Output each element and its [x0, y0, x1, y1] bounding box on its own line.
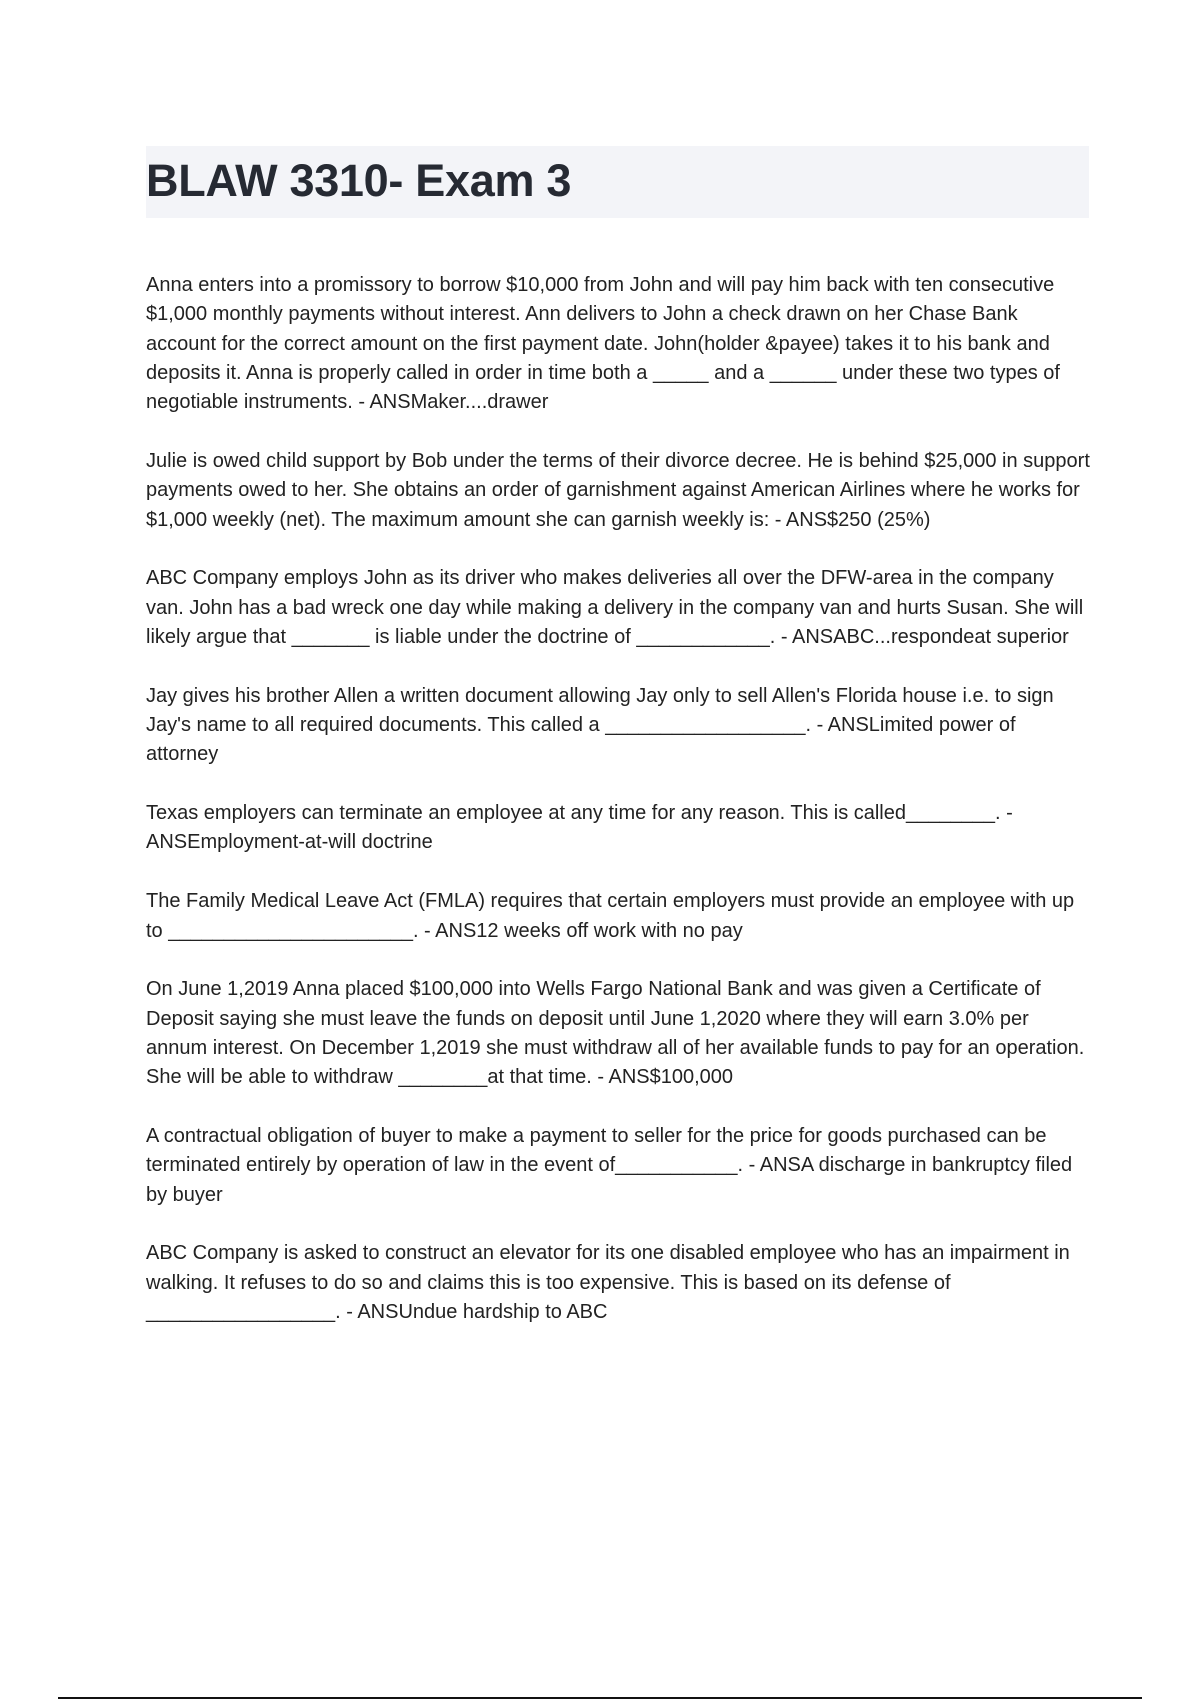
document-title: BLAW 3310- Exam 3 — [146, 155, 572, 206]
qa-item: Texas employers can terminate an employee at any time for any reason. This is called________. - ANSEmployment-at-will doctrine — [146, 802, 1013, 854]
qa-item: Anna enters into a promissory to borrow $10,000 from John and will pay him back with ten consecutive $1,000 monthly payments without interest. Ann delivers to John a check drawn on her Chase Bank account for the correct amount on the first payment date. John(holder &payee) takes it to his bank and deposits it. Anna is properly called in order in time both a _____ and a ______ under these two types of negotiable instruments. - ANSMaker....drawer — [146, 274, 1060, 414]
qa-item: ABC Company employs John as its driver who makes deliveries all over the DFW-area in the company van. John has a bad wreck one day while making a delivery in the company van and hurts Susan. She will likely argue that _______ is liable under the doctrine of ____________. - ANSABC...respondeat superior — [146, 567, 1084, 648]
qa-item: Julie is owed child support by Bob under the terms of their divorce decree. He is behind $25,000 in support payments owed to her. She obtains an order of garnishment against American Airlines where he works for $1,000 weekly (net). The maximum amount she can garnish weekly is: - ANS$250 (25%) — [146, 449, 1090, 531]
title-band — [146, 146, 1089, 218]
page-bottom-rule — [58, 1697, 1142, 1699]
qa-item: ABC Company is asked to construct an elevator for its one disabled employee who has an impairment in walking. It refuses to do so and claims this is too expensive. This is based on its defense of _________________. - ANSUndue hardship to ABC — [146, 1242, 1070, 1324]
qa-item: On June 1,2019 Anna placed $100,000 into Wells Fargo National Bank and was given a Certificate of Deposit saying she must leave the funds on deposit until June 1,2020 where they will earn 3.0% per annum interest. On December 1,2019 she must withdraw all of her available funds to pay for an operation. She will be able to withdraw ________at that time. - ANS$100,000 — [146, 978, 1085, 1089]
qa-list — [146, 271, 1091, 1357]
qa-item: The Family Medical Leave Act (FMLA) requires that certain employers must provide an employee with up to ______________________. - ANS12 weeks off work with no pay — [146, 890, 1075, 942]
qa-item: Jay gives his brother Allen a written document allowing Jay only to sell Allen's Florida house i.e. to sign Jay's name to all required documents. This called a __________________. - ANSLimited power of attorney — [146, 684, 1054, 766]
qa-item: A contractual obligation of buyer to make a payment to seller for the price for goods purchased can be terminated entirely by operation of law in the event of___________. - ANSA discharge in bankruptcy filed by buyer — [146, 1125, 1073, 1206]
